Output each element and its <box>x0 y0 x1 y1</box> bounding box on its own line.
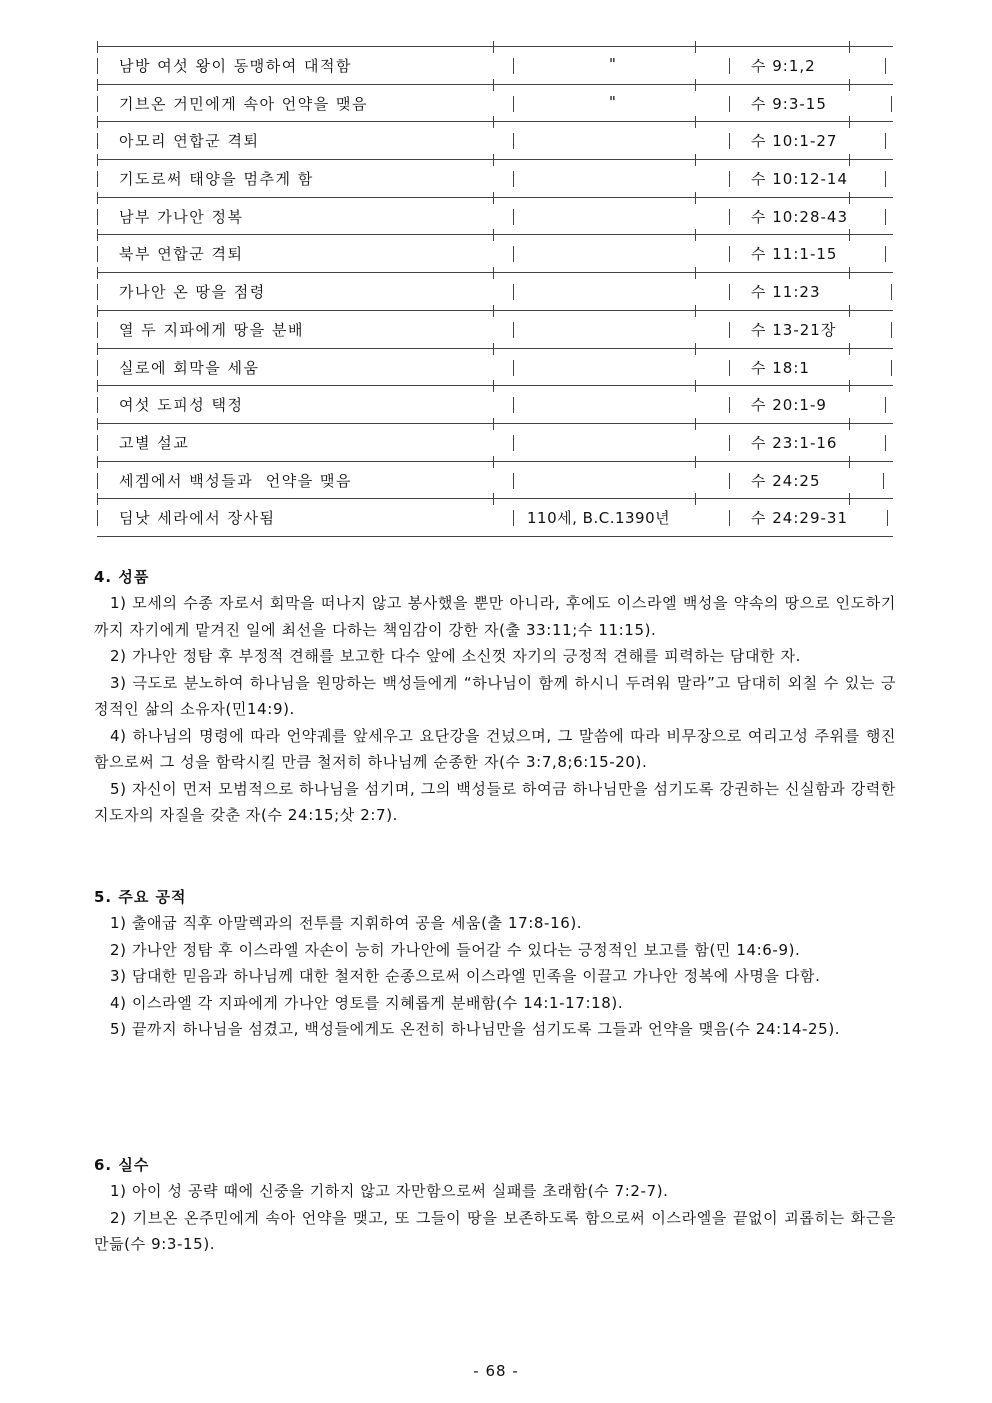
section-heading: 4. 성품 <box>94 568 150 586</box>
paragraph: 2) 기브온 온주민에게 속아 언약을 맺고, 또 그들이 땅을 보존하도록 함으로써 이스라엘을 끝없이 괴롭히는 화근을 만듦(수 9:3-15). <box>94 1208 896 1253</box>
reference-cell: 수 23:1-16 <box>751 433 838 452</box>
paragraph: 3) 담대한 믿음과 하나님께 대한 철저한 순종으로써 이스라엘 민족을 이끌고 가나안 정복에 사명을 다함. <box>110 967 821 985</box>
events-table <box>97 46 893 537</box>
event-cell: 남부 가나안 정복 <box>119 207 244 226</box>
event-cell: 남방 여섯 왕이 동맹하여 대적함 <box>119 57 352 75</box>
paragraph: 3) 극도로 분노하여 하나님을 원망하는 백성들에게 “하나님이 함께 하시니 두려워 말라”고 담대히 외칠 수 있는 긍정적인 삶의 소유자(민14:9). <box>94 673 896 718</box>
reference-cell: 수 24:25 <box>751 471 821 490</box>
table-row <box>97 461 893 499</box>
table-row <box>97 310 893 348</box>
reference-cell: 수 24:29-31 <box>751 509 848 528</box>
event-cell: 기브온 거민에게 속아 언약을 맺음 <box>119 94 368 113</box>
section-achievements <box>94 884 896 1043</box>
event-cell: 세겜에서 백성들과 언약을 맺음 <box>119 471 352 490</box>
event-cell: 실로에 회막을 세움 <box>119 358 260 377</box>
event-cell: 아모리 연합군 격퇴 <box>119 132 260 151</box>
reference-cell: 수 11:23 <box>751 283 821 302</box>
paragraph: 1) 출애굽 직후 아말렉과의 전투를 지휘하여 공을 세움(출 17:8-16). <box>110 914 583 932</box>
paragraph: 5) 자신이 먼저 모범적으로 하나님을 섬기며, 그의 백성들로 하여금 하나님만을 섬기도록 강권하는 신실함과 강력한 지도자의 자질을 갖춘 자(수 24:15;삿 2:7). <box>94 779 896 824</box>
paragraph: 1) 아이 성 공략 때에 신중을 기하지 않고 자만함으로써 실패를 초래함(수 7:2-7). <box>110 1182 669 1200</box>
reference-cell: 수 11:1-15 <box>751 245 838 264</box>
section-heading: 5. 주요 공적 <box>94 888 187 906</box>
table-row <box>97 197 893 235</box>
event-cell: 가나안 온 땅을 점령 <box>119 283 266 302</box>
note-cell: " <box>609 92 617 111</box>
paragraph: 2) 가나안 정탐 후 이스라엘 자손이 능히 가나안에 들어갈 수 있다는 긍정적인 보고를 함(민 14:6-9). <box>110 940 801 959</box>
reference-cell: 수 20:1-9 <box>751 396 827 415</box>
reference-cell: 수 9:1,2 <box>751 57 816 75</box>
reference-cell: 수 10:1-27 <box>751 132 838 151</box>
table-row <box>97 121 893 159</box>
reference-cell: 수 9:3-15 <box>751 94 827 113</box>
event-cell: 북부 연합군 격퇴 <box>119 245 244 264</box>
section-mistakes <box>94 1152 896 1258</box>
paragraph: 5) 끝까지 하나님을 섬겼고, 백성들에게도 온전히 하나님만을 섬기도록 그들과 언약을 맺음(수 24:14-25). <box>110 1020 841 1038</box>
note-cell: " <box>609 55 617 73</box>
reference-cell: 수 18:1 <box>751 358 810 377</box>
event-cell: 고별 설교 <box>119 433 190 452</box>
reference-cell: 수 10:12-14 <box>751 170 848 189</box>
event-cell: 열 두 지파에게 땅을 분배 <box>119 320 304 339</box>
section-heading: 6. 실수 <box>94 1156 150 1174</box>
event-cell: 기도로써 태양을 멈추게 함 <box>119 170 314 189</box>
reference-cell: 수 10:28-43 <box>751 207 848 226</box>
paragraph: 2) 가나안 정탐 후 부정적 견해를 보고한 다수 앞에 소신껏 자기의 긍정적 견해를 피력하는 담대한 자. <box>110 647 801 665</box>
table-row <box>97 498 893 537</box>
table-row <box>97 234 893 272</box>
event-cell: 여섯 도피성 택정 <box>119 396 244 415</box>
section-character <box>94 564 896 829</box>
table-row <box>97 46 893 84</box>
table-row <box>97 385 893 423</box>
table-row <box>97 84 893 122</box>
paragraph: 1) 모세의 수종 자로서 회막을 떠나지 않고 봉사했을 뿐만 아니라, 후에도 이스라엘 백성을 약속의 땅으로 인도하기까지 자기에게 맡겨진 일에 최선을 다하는 책임감이 강한 자(출 33:11;수 11:15). <box>94 594 896 639</box>
paragraph: 4) 하나님의 명령에 따라 언약궤를 앞세우고 요단강을 건넜으며, 그 말씀에 따라 비무장으로 여리고성 주위를 행진함으로써 그 성을 함락시킬 만큼 철저히 하나님께 순종한 자(수 3:7,8;6:15-20). <box>94 726 896 771</box>
note-cell: 110세, B.C.1390년 <box>527 509 671 528</box>
reference-cell: 수 13-21장 <box>751 320 837 339</box>
table-row <box>97 348 893 386</box>
page-number: - 68 - <box>473 1362 519 1380</box>
event-cell: 딤낫 세라에서 장사됨 <box>119 509 276 528</box>
table-row <box>97 159 893 197</box>
table-row <box>97 272 893 310</box>
paragraph: 4) 이스라엘 각 지파에게 가나안 영토를 지혜롭게 분배함(수 14:1-17:18). <box>110 993 624 1012</box>
table-row <box>97 423 893 461</box>
